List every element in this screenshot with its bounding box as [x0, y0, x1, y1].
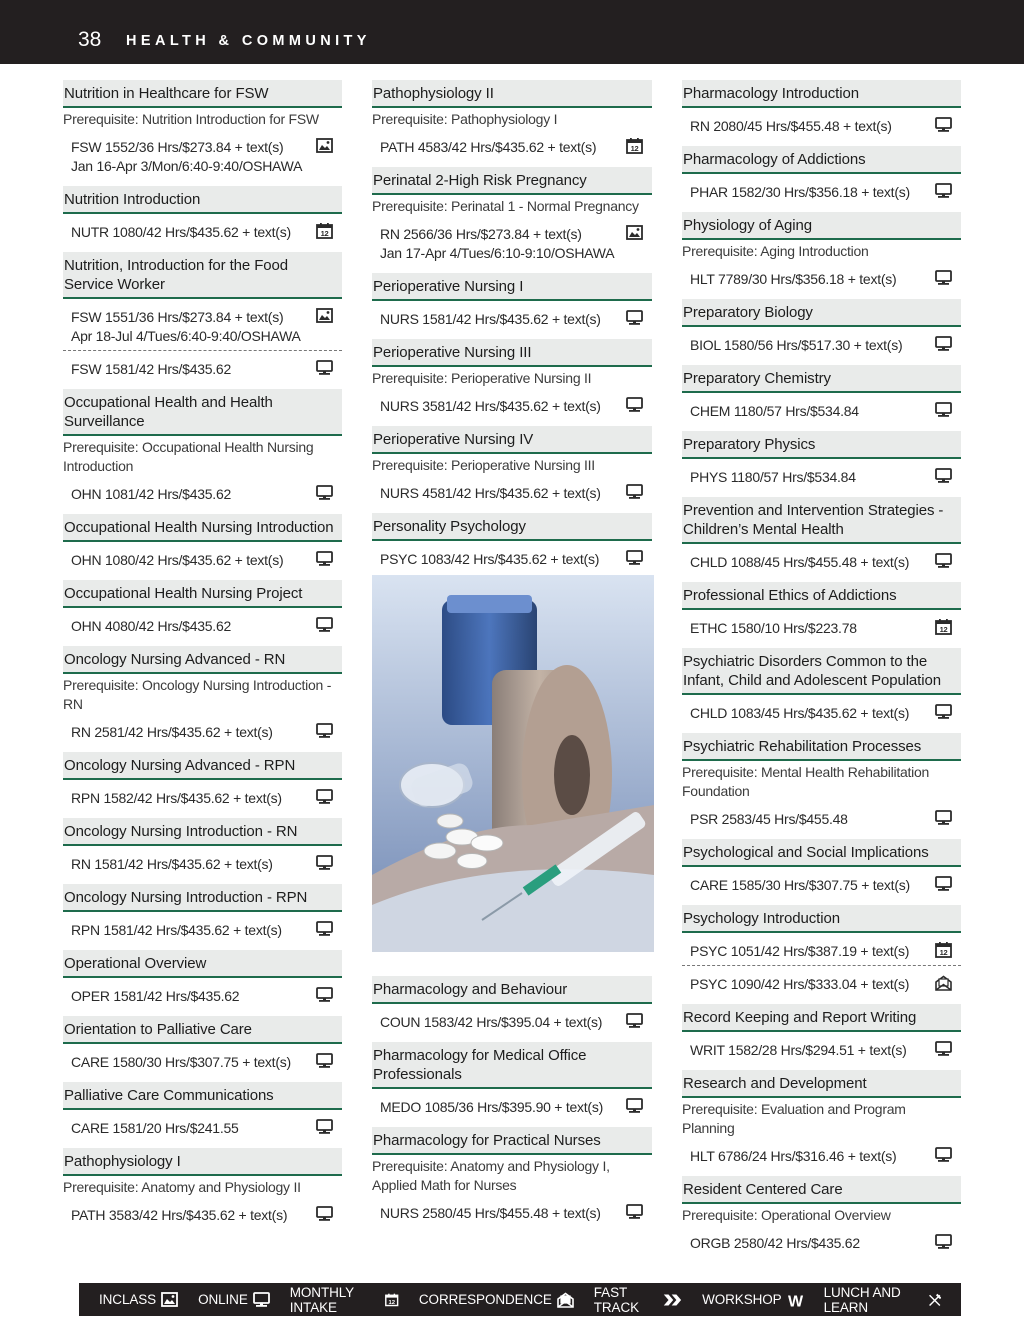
course-section[interactable] [372, 1004, 652, 1033]
online-icon [626, 1098, 643, 1114]
course-entry [682, 1176, 961, 1254]
section-code: CHEM 1180/57 Hrs/$534.84 [690, 403, 859, 419]
online-icon [316, 987, 333, 1003]
course-entry [682, 146, 961, 203]
section-code: NURS 1581/42 Hrs/$435.62 + text(s) [380, 311, 601, 327]
course-entry [682, 431, 961, 488]
course-title: Research and Development [682, 1070, 961, 1098]
delivery-format-icon [935, 468, 951, 483]
column-1 [63, 80, 342, 1235]
online-icon [935, 1147, 952, 1163]
course-entry [372, 1127, 652, 1224]
delivery-format-icon [316, 723, 332, 738]
course-title: Nutrition Introduction [63, 186, 342, 214]
section-code: WRIT 1582/28 Hrs/$294.51 + text(s) [690, 1042, 907, 1058]
course-title: Oncology Nursing Introduction - RN [63, 818, 342, 846]
course-section[interactable] [63, 1197, 342, 1226]
course-title: Pharmacology and Behaviour [372, 976, 652, 1004]
section-code: FSW 1551/36 Hrs/$273.84 + text(s) [71, 309, 284, 325]
column-2 [372, 80, 652, 1233]
monthly-intake-icon [935, 942, 952, 958]
delivery-format-icon [626, 550, 642, 565]
delivery-format-icon [316, 308, 332, 323]
course-entry [63, 1016, 342, 1073]
course-section[interactable] [682, 544, 961, 573]
course-entry [682, 299, 961, 356]
course-prerequisite: Prerequisite: Oncology Nursing Introduction - RN [63, 677, 332, 712]
monthly-intake-icon [626, 138, 643, 154]
course-section[interactable] [682, 393, 961, 422]
section-schedule: Jan 16-Apr 3/Mon/6:40-9:40/OSHAWA [71, 158, 303, 174]
course-section[interactable] [63, 1110, 342, 1139]
online-icon [626, 310, 643, 326]
delivery-format-icon [935, 942, 951, 957]
course-entry [63, 80, 342, 177]
online-icon [316, 855, 333, 871]
course-entry [682, 497, 961, 573]
course-prerequisite: Prerequisite: Aging Introduction [682, 243, 869, 259]
course-section[interactable] [63, 608, 342, 637]
delivery-format-icon [316, 138, 332, 153]
course-entry [682, 839, 961, 896]
course-title: Occupational Health Nursing Introduction [63, 514, 342, 542]
correspondence-icon [935, 975, 952, 991]
delivery-format-icon [935, 1041, 951, 1056]
delivery-format-icon [316, 551, 332, 566]
online-icon [626, 1204, 643, 1220]
section-code: RPN 1581/42 Hrs/$435.62 + text(s) [71, 922, 282, 938]
section-code: CHLD 1083/45 Hrs/$435.62 + text(s) [690, 705, 910, 721]
course-title: Palliative Care Communications [63, 1082, 342, 1110]
delivery-legend [79, 1283, 961, 1316]
course-title: Psychiatric Disorders Common to the Infant, Child and Adolescent Population [682, 648, 961, 695]
course-entry [372, 1042, 652, 1118]
section-code: CHLD 1088/45 Hrs/$455.48 + text(s) [690, 554, 910, 570]
online-icon [935, 1234, 952, 1250]
section-code: HLT 7789/30 Hrs/$356.18 + text(s) [690, 271, 897, 287]
section-schedule: Jan 17-Apr 4/Tues/6:10-9:10/OSHAWA [380, 245, 615, 261]
section-code: PSR 2583/45 Hrs/$455.48 [690, 811, 848, 827]
course-entry [682, 365, 961, 422]
monthly-intake-icon [935, 619, 952, 635]
legend-label: INCLASS [99, 1292, 157, 1307]
section-code: PSYC 1083/42 Hrs/$435.62 + text(s) [380, 551, 600, 567]
course-title: Pharmacology for Medical Office Professionals [372, 1042, 652, 1089]
course-entry [682, 905, 961, 995]
inclass-icon [316, 308, 333, 324]
course-entry [63, 252, 342, 380]
online-icon [935, 1041, 952, 1057]
online-icon [935, 468, 952, 484]
course-title: Orientation to Palliative Care [63, 1016, 342, 1044]
course-prerequisite: Prerequisite: Operational Overview [682, 1207, 891, 1223]
section-code: COUN 1583/42 Hrs/$395.04 + text(s) [380, 1014, 603, 1030]
online-icon [935, 704, 952, 720]
section-code: PATH 3583/42 Hrs/$435.62 + text(s) [71, 1207, 288, 1223]
delivery-format-icon [935, 117, 951, 132]
course-section[interactable] [63, 846, 342, 875]
monthly-intake-icon [385, 1292, 398, 1308]
svg-text:12: 12 [939, 625, 948, 635]
course-title: Physiology of Aging [682, 212, 961, 240]
course-title: Psychological and Social Implications [682, 839, 961, 867]
online-icon [253, 1292, 270, 1308]
online-icon [935, 810, 952, 826]
course-section[interactable] [682, 261, 961, 290]
course-section[interactable] [63, 350, 342, 380]
delivery-format-icon [935, 975, 951, 990]
course-title: Nutrition in Healthcare for FSW [63, 80, 342, 108]
section-code: RN 2566/36 Hrs/$273.84 + text(s) [380, 226, 582, 242]
course-section[interactable] [63, 714, 342, 743]
course-entry [63, 752, 342, 809]
course-title: Resident Centered Care [682, 1176, 961, 1204]
section-schedule: Apr 18-Jul 4/Tues/6:40-9:40/OSHAWA [71, 328, 301, 344]
course-section[interactable] [63, 1044, 342, 1073]
course-entry [63, 186, 342, 243]
online-icon [935, 876, 952, 892]
course-section[interactable] [372, 301, 652, 330]
correspondence-icon [557, 1292, 574, 1308]
course-section[interactable] [682, 933, 961, 962]
delivery-format-icon [316, 617, 332, 632]
delivery-format-icon [626, 310, 642, 325]
delivery-format-icon [626, 484, 642, 499]
svg-text:12: 12 [320, 229, 329, 239]
section-code: NUTR 1080/42 Hrs/$435.62 + text(s) [71, 224, 291, 240]
course-section[interactable] [682, 867, 961, 896]
course-section[interactable] [682, 1032, 961, 1061]
page-number: 38 [78, 28, 102, 51]
section-code: BIOL 1580/56 Hrs/$517.30 + text(s) [690, 337, 903, 353]
online-icon [316, 360, 333, 376]
course-title: Pathophysiology II [372, 80, 652, 108]
online-icon [316, 1206, 333, 1222]
course-section[interactable] [682, 1138, 961, 1167]
delivery-format-icon [626, 1204, 642, 1219]
course-entry [372, 976, 652, 1033]
delivery-format-icon [935, 336, 951, 351]
course-entry [63, 389, 342, 505]
course-title: Personality Psychology [372, 513, 652, 541]
course-entry [372, 273, 652, 330]
online-icon [316, 617, 333, 633]
legend-item [594, 1285, 682, 1315]
course-section[interactable] [682, 174, 961, 203]
course-entry [372, 80, 652, 158]
course-title: Pathophysiology I [63, 1148, 342, 1176]
course-section[interactable] [63, 214, 342, 243]
legend-item [702, 1292, 803, 1308]
section-code: OHN 4080/42 Hrs/$435.62 [71, 618, 232, 634]
section-code: PATH 4583/42 Hrs/$435.62 + text(s) [380, 139, 597, 155]
course-section[interactable] [372, 129, 652, 158]
course-title: Perioperative Nursing I [372, 273, 652, 301]
course-prerequisite: Prerequisite: Anatomy and Physiology I, Applied Math for Nurses [372, 1158, 610, 1193]
course-title: Preparatory Chemistry [682, 365, 961, 393]
legend-item [419, 1292, 574, 1308]
section-code: OHN 1080/42 Hrs/$435.62 + text(s) [71, 552, 284, 568]
medication-photo-illustration [372, 575, 654, 952]
course-prerequisite: Prerequisite: Occupational Health Nursing Introduction [63, 439, 314, 474]
section-code: MEDO 1085/36 Hrs/$395.90 + text(s) [380, 1099, 603, 1115]
course-entry [63, 884, 342, 941]
section-title: HEALTH & COMMUNITY [126, 33, 371, 49]
section-code: PSYC 1090/42 Hrs/$333.04 + text(s) [690, 976, 910, 992]
online-icon [935, 117, 952, 133]
online-icon [626, 397, 643, 413]
course-section[interactable] [682, 459, 961, 488]
course-title: Occupational Health and Health Surveillance [63, 389, 342, 436]
course-title: Pharmacology Introduction [682, 80, 961, 108]
delivery-format-icon [316, 921, 332, 936]
page-header [0, 0, 1024, 64]
course-title: Pharmacology for Practical Nurses [372, 1127, 652, 1155]
online-icon [935, 183, 952, 199]
online-icon [316, 485, 333, 501]
section-code: OHN 1081/42 Hrs/$435.62 [71, 486, 232, 502]
delivery-format-icon [626, 1098, 642, 1113]
course-title: Pharmacology of Addictions [682, 146, 961, 174]
course-section[interactable] [682, 965, 961, 995]
section-code: RPN 1582/42 Hrs/$435.62 + text(s) [71, 790, 282, 806]
course-entry [682, 733, 961, 830]
course-section[interactable] [372, 1089, 652, 1118]
course-entry [63, 950, 342, 1007]
course-entry [63, 646, 342, 743]
legend-item [99, 1292, 178, 1308]
course-title: Psychology Introduction [682, 905, 961, 933]
delivery-format-icon [316, 485, 332, 500]
section-code: NURS 2580/45 Hrs/$455.48 + text(s) [380, 1205, 601, 1221]
section-code: RN 2080/45 Hrs/$455.48 + text(s) [690, 118, 892, 134]
delivery-format-icon [626, 1013, 642, 1028]
online-icon [316, 1119, 333, 1135]
section-code: FSW 1552/36 Hrs/$273.84 + text(s) [71, 139, 284, 155]
course-section[interactable] [63, 129, 342, 177]
legend-item [824, 1285, 941, 1315]
course-entry [63, 1148, 342, 1226]
course-section[interactable] [63, 299, 342, 347]
course-entry [682, 80, 961, 137]
course-section[interactable] [682, 1225, 961, 1254]
delivery-format-icon [935, 183, 951, 198]
delivery-format-icon [935, 1234, 951, 1249]
section-code: OPER 1581/42 Hrs/$435.62 [71, 988, 240, 1004]
course-prerequisite: Prerequisite: Perioperative Nursing II [372, 370, 592, 386]
course-prerequisite: Prerequisite: Perinatal 1 - Normal Pregnancy [372, 198, 639, 214]
course-entry [372, 426, 652, 504]
section-code: ORGB 2580/42 Hrs/$435.62 [690, 1235, 860, 1251]
online-icon [626, 1013, 643, 1029]
legend-label: LUNCH AND LEARN [823, 1284, 901, 1315]
online-icon [935, 270, 952, 286]
delivery-format-icon [316, 789, 332, 804]
course-section[interactable] [63, 912, 342, 941]
course-section[interactable] [63, 542, 342, 571]
delivery-format-icon [935, 810, 951, 825]
course-section[interactable] [372, 388, 652, 417]
course-entry [63, 514, 342, 571]
online-icon [316, 723, 333, 739]
delivery-format-icon [935, 876, 951, 891]
monthly-intake-icon [316, 223, 333, 239]
course-title: Preparatory Biology [682, 299, 961, 327]
course-entry [63, 818, 342, 875]
inclass-icon [161, 1292, 178, 1308]
course-prerequisite: Prerequisite: Nutrition Introduction for FSW [63, 111, 319, 127]
course-title: Prevention and Intervention Strategies - Children’s Mental Health [682, 497, 961, 544]
section-code: PSYC 1051/42 Hrs/$387.19 + text(s) [690, 943, 910, 959]
online-icon [935, 553, 952, 569]
course-entry [372, 167, 652, 264]
section-code: PHYS 1180/57 Hrs/$534.84 [690, 469, 856, 485]
legend-label: ONLINE [198, 1292, 248, 1307]
delivery-format-icon [316, 1053, 332, 1068]
section-code: PHAR 1582/30 Hrs/$356.18 + text(s) [690, 184, 910, 200]
delivery-format-icon [316, 360, 332, 375]
delivery-format-icon [935, 619, 951, 634]
fast-track-icon [663, 1292, 682, 1308]
workshop-icon [787, 1292, 804, 1308]
course-title: Occupational Health Nursing Project [63, 580, 342, 608]
delivery-format-icon [935, 402, 951, 417]
course-entry [682, 212, 961, 290]
course-entry [682, 648, 961, 724]
online-icon [316, 551, 333, 567]
course-title: Perioperative Nursing IV [372, 426, 652, 454]
course-entry [682, 1004, 961, 1061]
course-title: Oncology Nursing Advanced - RN [63, 646, 342, 674]
online-icon [626, 550, 643, 566]
inclass-icon [316, 138, 333, 154]
course-section[interactable] [682, 108, 961, 137]
course-entry [682, 1070, 961, 1167]
section-code: RN 1581/42 Hrs/$435.62 + text(s) [71, 856, 273, 872]
course-section[interactable] [63, 476, 342, 505]
delivery-format-icon [935, 704, 951, 719]
delivery-format-icon [935, 553, 951, 568]
course-section[interactable] [372, 475, 652, 504]
online-icon [316, 921, 333, 937]
lunch-and-learn-icon [928, 1292, 941, 1308]
svg-text:12: 12 [630, 144, 639, 154]
legend-item [290, 1285, 399, 1315]
section-code: CARE 1580/30 Hrs/$307.75 + text(s) [71, 1054, 291, 1070]
legend-label: MONTHLY INTAKE [289, 1284, 354, 1315]
legend-label: WORKSHOP [702, 1292, 782, 1307]
course-entry [372, 513, 652, 570]
course-prerequisite: Prerequisite: Pathophysiology I [372, 111, 558, 127]
delivery-format-icon [316, 855, 332, 870]
delivery-format-icon [316, 223, 332, 238]
svg-text:12: 12 [388, 1299, 396, 1306]
course-section[interactable] [372, 541, 652, 570]
section-code: CARE 1585/30 Hrs/$307.75 + text(s) [690, 877, 910, 893]
course-entry [63, 1082, 342, 1139]
online-icon [935, 402, 952, 418]
delivery-format-icon [626, 225, 642, 240]
course-entry [372, 339, 652, 417]
delivery-format-icon [316, 1206, 332, 1221]
course-prerequisite: Prerequisite: Mental Health Rehabilitation Foundation [682, 764, 930, 799]
course-entry [682, 582, 961, 639]
course-section[interactable] [372, 216, 652, 264]
online-icon [316, 1053, 333, 1069]
course-prerequisite: Prerequisite: Evaluation and Program Planning [682, 1101, 906, 1136]
course-section[interactable] [682, 327, 961, 356]
legend-label: FAST TRACK [593, 1284, 640, 1315]
course-title: Oncology Nursing Advanced - RPN [63, 752, 342, 780]
section-code: HLT 6786/24 Hrs/$316.46 + text(s) [690, 1148, 897, 1164]
course-title: Psychiatric Rehabilitation Processes [682, 733, 961, 761]
course-section[interactable] [63, 978, 342, 1007]
delivery-format-icon [935, 1147, 951, 1162]
course-title: Operational Overview [63, 950, 342, 978]
course-title: Perioperative Nursing III [372, 339, 652, 367]
delivery-format-icon [316, 1119, 332, 1134]
course-section[interactable] [682, 801, 961, 830]
delivery-format-icon [626, 138, 642, 153]
course-prerequisite: Prerequisite: Perioperative Nursing III [372, 457, 595, 473]
course-entry [63, 580, 342, 637]
section-code: FSW 1581/42 Hrs/$435.62 [71, 361, 232, 377]
delivery-format-icon [626, 397, 642, 412]
online-icon [935, 336, 952, 352]
course-prerequisite: Prerequisite: Anatomy and Physiology II [63, 1179, 301, 1195]
section-code: CARE 1581/20 Hrs/$241.55 [71, 1120, 239, 1136]
delivery-format-icon [316, 987, 332, 1002]
online-icon [626, 484, 643, 500]
section-code: ETHC 1580/10 Hrs/$223.78 [690, 620, 857, 636]
course-title: Nutrition, Introduction for the Food Service Worker [63, 252, 342, 299]
course-title: Preparatory Physics [682, 431, 961, 459]
section-code: RN 2581/42 Hrs/$435.62 + text(s) [71, 724, 273, 740]
legend-label: CORRESPONDENCE [418, 1292, 552, 1307]
column-3 [682, 80, 961, 1263]
course-title: Perinatal 2-High Risk Pregnancy [372, 167, 652, 195]
svg-text:12: 12 [939, 948, 948, 958]
course-section[interactable] [372, 1195, 652, 1224]
course-section[interactable] [63, 780, 342, 809]
course-title: Record Keeping and Report Writing [682, 1004, 961, 1032]
course-title: Oncology Nursing Introduction - RPN [63, 884, 342, 912]
online-icon [316, 789, 333, 805]
course-title: Professional Ethics of Addictions [682, 582, 961, 610]
inclass-icon [626, 225, 643, 241]
svg-text:W: W [787, 1293, 803, 1308]
section-code: NURS 4581/42 Hrs/$435.62 + text(s) [380, 485, 601, 501]
section-code: NURS 3581/42 Hrs/$435.62 + text(s) [380, 398, 601, 414]
delivery-format-icon [935, 270, 951, 285]
legend-item [198, 1292, 270, 1308]
medication-photo [372, 575, 654, 952]
course-section[interactable] [682, 610, 961, 639]
course-section[interactable] [682, 695, 961, 724]
